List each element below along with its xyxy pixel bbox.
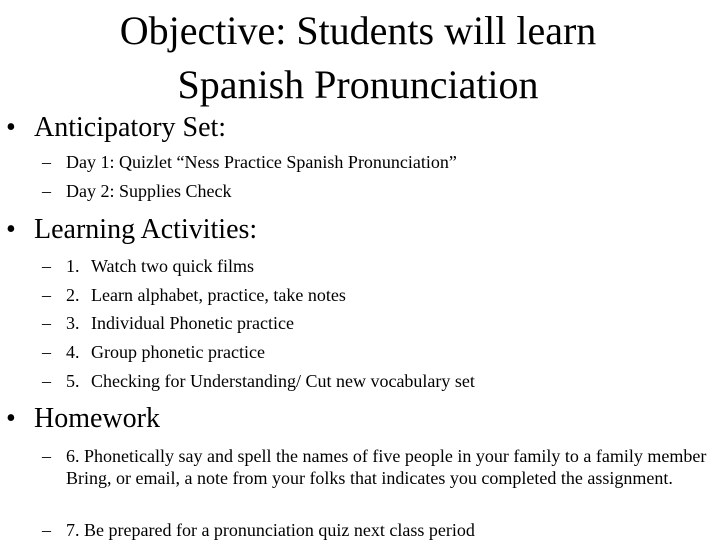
title-line-2: Spanish Pronunciation [177,62,539,107]
learning-item [42,341,265,363]
homework-heading [6,402,160,436]
item-text: Learn alphabet, practice, take notes [91,285,346,305]
learning-item [42,312,294,334]
item-text: 6. Phonetically say and spell the names of five people in your family to a family member Bring, or email, a note from your folks that indicates you completed the assignment. [66,446,707,488]
heading-text: Anticipatory Set: [34,112,227,143]
anticipatory-item [42,151,457,173]
item-text: Day 1: Quizlet “Ness Practice Spanish Pronunciation” [66,152,457,172]
dash-icon: – [42,371,51,391]
heading-text: Homework [34,403,160,434]
slide-title [0,4,716,112]
item-text: Day 2: Supplies Check [66,181,232,201]
learning-item [42,370,475,392]
homework-item [42,519,714,540]
item-text: Watch two quick films [91,256,255,276]
homework-item [42,445,714,489]
item-number: 2. [66,285,80,305]
item-number: 4. [66,342,80,362]
learning-item [42,284,346,306]
item-number: 5. [66,371,80,391]
dash-icon: – [42,285,51,305]
dash-icon: – [42,313,51,333]
item-number: 3. [66,313,80,333]
heading-text: Learning Activities: [34,214,258,245]
bullet-icon: • [6,403,16,434]
learning-item [42,255,254,277]
item-text: 7. Be prepared for a pronunciation quiz next class period [66,520,475,540]
bullet-icon: • [6,214,16,245]
dash-icon: – [42,256,51,276]
anticipatory-set-heading [6,111,226,145]
learning-activities-heading [6,213,257,247]
item-number: 1. [66,256,80,276]
anticipatory-item [42,180,231,202]
title-line-1: Objective: Students will learn [119,8,597,53]
dash-icon: – [42,342,51,362]
dash-icon: – [42,446,51,466]
item-text: Checking for Understanding/ Cut new vocabulary set [91,371,475,391]
dash-icon: – [42,520,51,540]
item-text: Group phonetic practice [91,342,265,362]
bullet-icon: • [6,112,16,143]
item-text: Individual Phonetic practice [91,313,294,333]
dash-icon: – [42,181,51,201]
dash-icon: – [42,152,51,172]
